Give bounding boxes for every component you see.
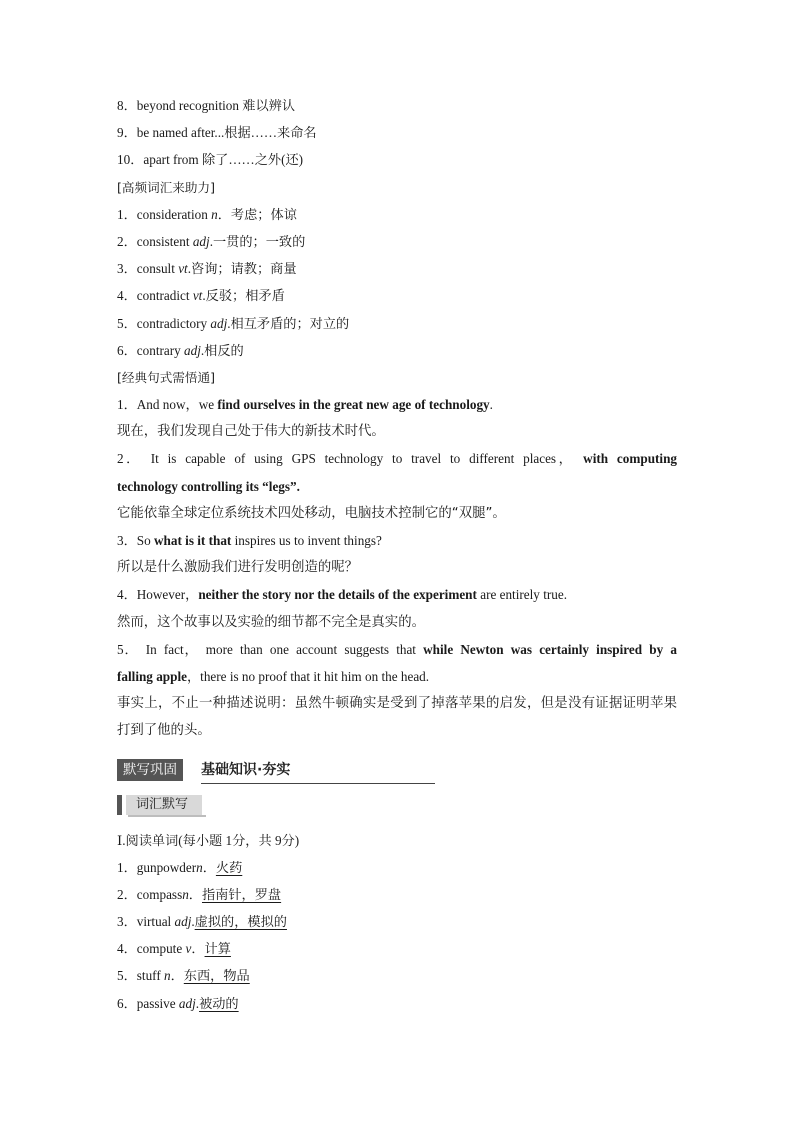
subsection-marker [117, 795, 122, 815]
sentence-en-cont: technology controlling its “legs”. [117, 478, 300, 494]
vocab-item: 6．contrary adj.相反的 [117, 342, 244, 358]
sentence-heading: [经典句式需悟通] [117, 369, 215, 385]
phrase-item: 9．be named after...根据……来命名 [117, 125, 317, 141]
exercise-heading: Ⅰ.阅读单词(每小题 1分，共 9分) [117, 832, 300, 848]
section-title: 基础知识·夯实 [201, 761, 291, 778]
exercise-item: 3．virtual adj.虚拟的，模拟的 [117, 914, 287, 930]
sentence-en: 5． In fact， more than one account suggests that while Newton was certainly inspired by a [117, 641, 677, 657]
exercise-item: 6．passive adj.被动的 [117, 995, 239, 1011]
section-header [117, 755, 677, 785]
sentence-en: 2． It is capable of using GPS technology to travel to different places， with computing [117, 451, 678, 467]
sentence-cn: 它能依靠全球定位系统技术四处移动，电脑技术控制它的“双腿”。 [117, 505, 506, 521]
vocab-item: 3．consult vt.咨询；请教；商量 [117, 261, 297, 277]
answer-text: 被动的 [199, 995, 239, 1011]
subsection-header [117, 793, 677, 819]
exercise-item: 4．compute v．计算 [117, 941, 231, 957]
vocab-item: 4．contradict vt.反驳；相矛盾 [117, 288, 285, 304]
sentence-en: 4．However，neither the story nor the details of the experiment are entirely true. [117, 587, 567, 603]
answer-text: 火药 [215, 859, 243, 875]
sentence-en-cont: falling apple，there is no proof that it hit him on the head. [117, 668, 430, 684]
vocab-heading: [高频词汇来助力] [117, 179, 215, 195]
answer-text: 计算 [204, 941, 231, 957]
sentence-en: 1．And now，we find ourselves in the great new age of technology. [117, 397, 493, 413]
vocab-item: 2．consistent adj.一贯的；一致的 [117, 233, 306, 249]
answer-text: 东西，物品 [183, 968, 250, 984]
sentence-en: 3．So what is it that inspires us to invent things? [117, 533, 382, 548]
vocab-item: 1．consideration n．考虑；体谅 [117, 206, 297, 222]
subsection-shadow [128, 815, 206, 817]
answer-text: 虚拟的，模拟的 [194, 914, 287, 930]
subsection-label: 词汇默写 [126, 795, 202, 815]
sentence-cn: 然而，这个故事以及实验的细节都不完全是真实的。 [117, 614, 425, 630]
sentence-cn: 所以是什么激励我们进行发明创造的呢？ [117, 560, 359, 576]
vocab-item: 5．contradictory adj.相互矛盾的；对立的 [117, 315, 350, 331]
phrase-item: 8．beyond recognition 难以辨认 [117, 98, 296, 113]
section-underline [201, 783, 435, 784]
document-page [117, 92, 677, 1017]
answer-text: 指南针，罗盘 [201, 886, 282, 902]
section-label: 默写巩固 [117, 759, 183, 781]
exercise-item: 2．compassn．指南针，罗盘 [117, 886, 282, 902]
exercise-item: 5．stuff n．东西，物品 [117, 968, 250, 984]
sentence-cn: 事实上，不止一种描述说明：虽然牛顿确实是受到了掉落苹果的启发，但是没有证据证明苹果打到了他的头。 [117, 696, 677, 739]
exercise-item: 1．gunpowdern．火药 [117, 859, 243, 875]
phrase-item: 10．apart from 除了……之外(还) [117, 152, 304, 168]
sentence-cn: 现在，我们发现自己处于伟大的新技术时代。 [117, 424, 385, 440]
